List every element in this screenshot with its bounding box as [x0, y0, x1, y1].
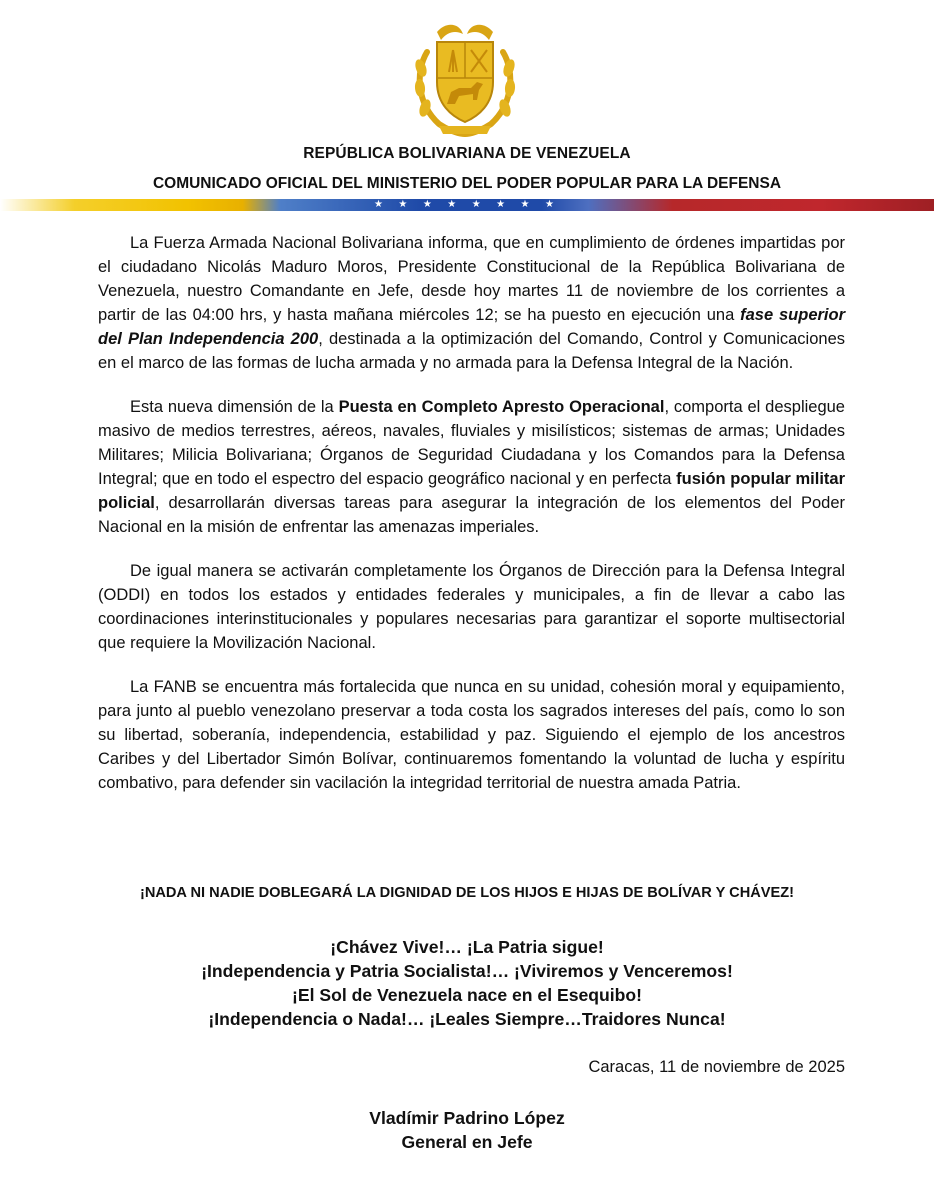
- coat-of-arms-seal: [409, 12, 521, 140]
- paragraph-3: De igual manera se activarán completamente los Órganos de Dirección para la Defensa Integral (ODDI) en todos los estados y entidades federales y municipales, a fin de llevar a cabo las coordinaciones interinstitucionales y populares necesarias para garantizar el soporte multisectorial que requiere la Movilización Nacional.: [98, 562, 845, 652]
- communique-heading: COMUNICADO OFICIAL DEL MINISTERIO DEL PODER POPULAR PARA LA DEFENSA: [152, 175, 782, 192]
- paragraph-1: La Fuerza Armada Nacional Bolivariana informa, que en cumplimiento de órdenes impartidas por el ciudadano Nicolás Maduro Moros, Presidente Constitucional de la República Bolivariana de Venezuela, nuestro Comandante en Jefe, desde hoy martes 11 de noviembre de los corrientes a partir de las 04:00 hrs, y hasta mañana miércoles 12; se ha puesto en ejecución una fase superior del Plan Independencia 200, destinada a la optimización del Comando, Control y Comunicaciones en el marco de las formas de lucha armada y no armada para la Defensa Integral de la Nación.: [98, 234, 845, 372]
- star-icon: ★: [374, 199, 383, 210]
- star-icon: ★: [544, 199, 554, 210]
- star-icon: ★: [520, 199, 530, 210]
- emphasis-fusion: fusión popular militar policial: [98, 470, 845, 512]
- slogan-line: ¡Chávez Vive!… ¡La Patria sigue!: [330, 937, 604, 957]
- signer-title: General en Jefe: [401, 1132, 533, 1152]
- signer-name: Vladímir Padrino López: [369, 1108, 565, 1128]
- star-icon: ★: [496, 199, 506, 210]
- star-icon: ★: [447, 199, 457, 210]
- slogan-line: ¡Independencia o Nada!… ¡Leales Siempre…Traidores Nunca!: [208, 1009, 726, 1029]
- paragraph-4: La FANB se encuentra más fortalecida que nunca en su unidad, cohesión moral y equipamiento, para junto al pueblo venezolano preservar a toda costa los sagrados intereses del país, como lo son su libertad, soberanía, independencia, estabilidad y paz. Siguiendo el ejemplo de los ancestros Caribes y del Libertador Simón Bolívar, continuaremos fomentando la voluntad de lucha y espíritu combativo, para defender sin vacilación la integridad territorial de nuestra amada Patria.: [98, 678, 845, 792]
- signature-block: [0, 1106, 934, 1154]
- star-icon: ★: [398, 199, 408, 210]
- communique-body: [98, 231, 845, 815]
- place-and-date: Caracas, 11 de noviembre de 2025: [588, 1058, 845, 1076]
- country-heading: REPÚBLICA BOLIVARIANA DE VENEZUELA: [303, 145, 631, 162]
- emphasis-apresto: Puesta en Completo Apresto Operacional: [338, 398, 665, 416]
- slogan-line: ¡El Sol de Venezuela nace en el Esequibo!: [291, 985, 643, 1005]
- star-icon: ★: [422, 199, 432, 210]
- flag-stars: [374, 198, 554, 212]
- paragraph-2: Esta nueva dimensión de la Puesta en Completo Apresto Operacional, comporta el despliegue masivo de medios terrestres, aéreos, navales, fluviales y misilísticos; sistemas de armas; Unidades Militares; Milicia Bolivariana; Órganos de Seguridad Ciudadana y los Comandos para la Defensa Integral; que en todo el espectro del espacio geográfico nacional y en perfecta fusión popular militar policial, desarrollarán diversas tareas para asegurar la integración de los elementos del Poder Nacional en la misión de enfrentar las amenazas imperiales.: [98, 398, 845, 536]
- star-icon: ★: [471, 199, 481, 210]
- closing-exclamation: ¡NADA NI NADIE DOBLEGARÁ LA DIGNIDAD DE LOS HIJOS E HIJAS DE BOLÍVAR Y CHÁVEZ!: [139, 885, 795, 901]
- emphasis-plan: fase superior del Plan Independencia 200: [98, 306, 845, 348]
- slogans-block: [0, 935, 934, 1031]
- slogan-line: ¡Independencia y Patria Socialista!… ¡Viviremos y Venceremos!: [201, 961, 733, 981]
